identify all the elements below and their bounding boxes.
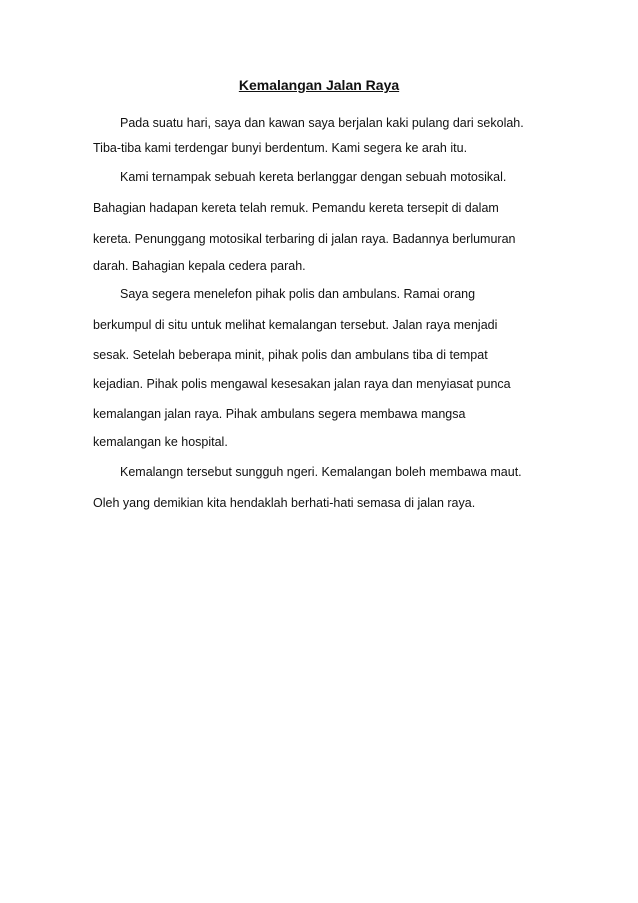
paragraph-4-line-2: Oleh yang demikian kita hendaklah berhati-hati semasa di jalan raya. xyxy=(93,496,476,510)
paragraph-1-line-2: Tiba-tiba kami terdengar bunyi berdentum. Kami segera ke arah itu. xyxy=(93,141,468,155)
paragraph-2-line-4: darah. Bahagian kepala cedera parah. xyxy=(93,259,306,273)
paragraph-3-line-4: kejadian. Pihak polis mengawal kesesakan jalan raya dan menyiasat punca xyxy=(93,377,511,391)
paragraph-2-line-1: Kami ternampak sebuah kereta berlanggar dengan sebuah motosikal. xyxy=(120,170,507,184)
paragraph-4-line-1: Kemalangn tersebut sungguh ngeri. Kemalangan boleh membawa maut. xyxy=(120,465,522,479)
paragraph-3-line-6: kemalangan ke hospital. xyxy=(93,435,228,449)
paragraph-2-line-2: Bahagian hadapan kereta telah remuk. Pemandu kereta tersepit di dalam xyxy=(93,201,499,215)
paragraph-3-line-5: kemalangan jalan raya. Pihak ambulans segera membawa mangsa xyxy=(93,407,466,421)
paragraph-3-line-3: sesak. Setelah beberapa minit, pihak polis dan ambulans tiba di tempat xyxy=(93,348,488,362)
paragraph-1-line-1: Pada suatu hari, saya dan kawan saya berjalan kaki pulang dari sekolah. xyxy=(120,116,524,130)
document-title: Kemalangan Jalan Raya xyxy=(238,77,400,93)
paragraph-3-line-1: Saya segera menelefon pihak polis dan ambulans. Ramai orang xyxy=(120,287,476,301)
paragraph-3-line-2: berkumpul di situ untuk melihat kemalangan tersebut. Jalan raya menjadi xyxy=(93,318,498,332)
paragraph-2-line-3: kereta. Penunggang motosikal terbaring di jalan raya. Badannya berlumuran xyxy=(93,232,516,246)
